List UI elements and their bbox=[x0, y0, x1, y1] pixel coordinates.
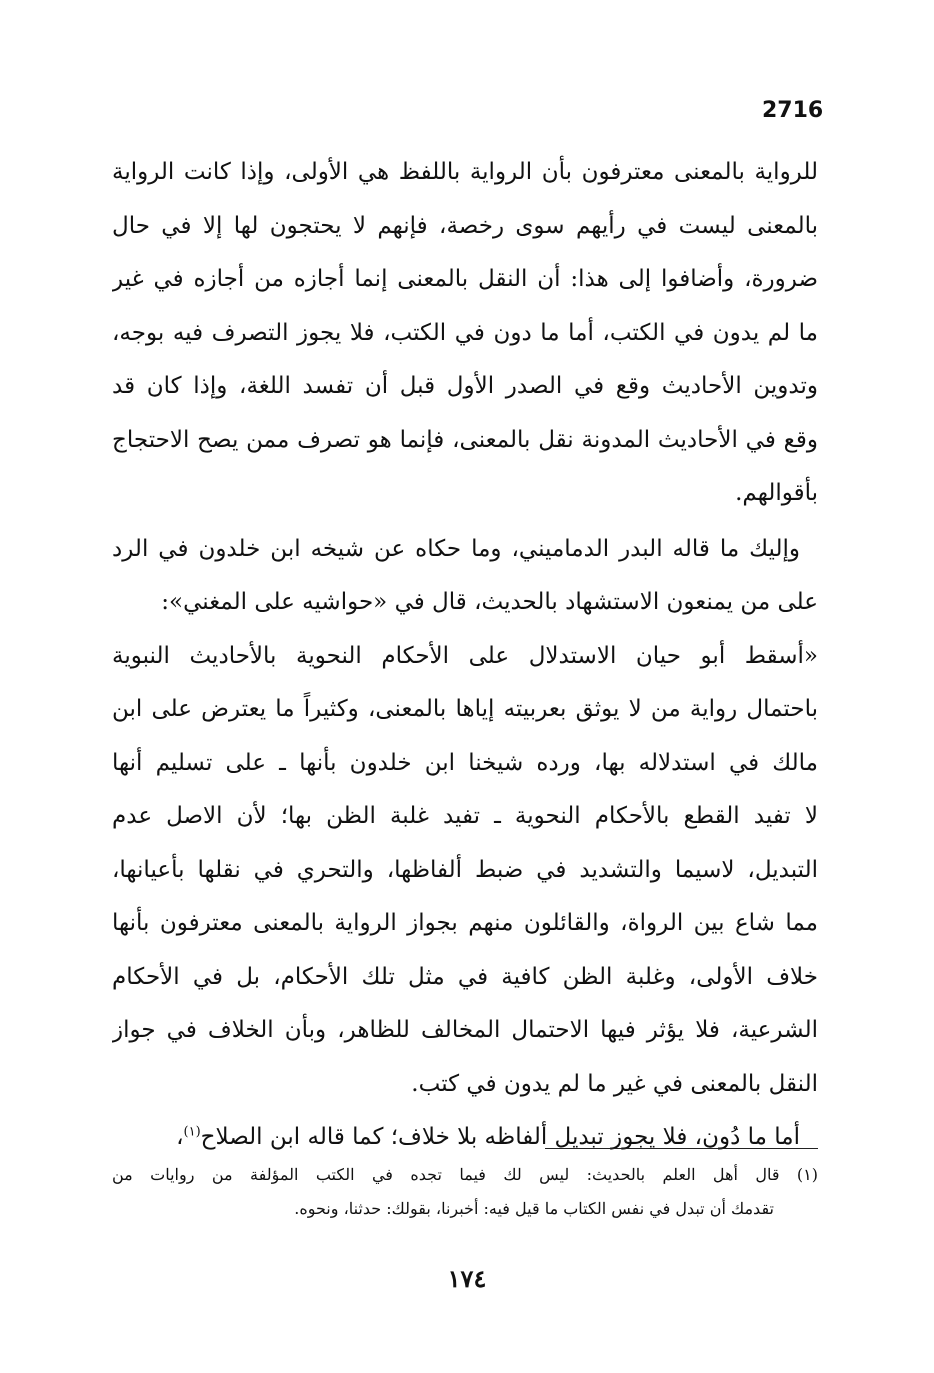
text-line: التبديل، لاسيما والتشديد في ضبط ألفاظها، والتحري في نقلها بأعيانها، bbox=[112, 856, 818, 883]
footnote bbox=[112, 1158, 818, 1226]
text-line: «أسقط أبو حيان الاستدلال على الأحكام النحوية بالأحاديث النبوية bbox=[112, 642, 818, 669]
text-line: الشرعية، فلا يؤثر فيها الاحتمال المخالف للظاهر، وبأن الخلاف في جواز bbox=[112, 1017, 818, 1043]
footnote-line: تقدمك أن تبدل في نفس الكتاب ما قيل فيه: أخبرنا، بقولك: حدثنا، ونحوه. bbox=[294, 1199, 774, 1218]
text-line: للرواية بالمعنى معترفون بأن الرواية باللفظ هي الأولى، وإذا كانت الرواية bbox=[112, 159, 818, 185]
footnote-ref: (١) bbox=[183, 1124, 201, 1140]
text-line: على من يمنعون الاستشهاد بالحديث، قال في «حواشيه على المغني»: bbox=[161, 589, 818, 615]
page-number-top: 2716 bbox=[762, 98, 824, 123]
paragraph-3-quote bbox=[112, 630, 818, 1112]
text-line: ما لم يدون في الكتب، أما ما دون في الكتب، فلا يجوز التصرف فيه بوجه، bbox=[112, 319, 818, 346]
text-line bbox=[112, 1111, 818, 1165]
paragraph-2 bbox=[112, 523, 818, 630]
text-segment: ، bbox=[176, 1124, 184, 1150]
text-line: مالك في استدلاله بها، ورده شيخنا ابن خلدون بأنها ـ على تسليم أنها bbox=[112, 749, 818, 776]
text-line: النقل بالمعنى في غير ما لم يدون في كتب. bbox=[411, 1070, 818, 1097]
paragraph-4 bbox=[112, 1111, 818, 1165]
body-text bbox=[112, 146, 818, 1165]
paragraph-1 bbox=[112, 146, 818, 521]
text-line: بالمعنى ليست في رأيهم سوى رخصة، فإنهم لا يحتجون لها إلا في حال bbox=[112, 212, 818, 239]
text-line: وإليك ما قاله البدر الدماميني، وما حكاه عن شيخه ابن خلدون في الرد bbox=[112, 535, 800, 562]
text-line: وقع في الأحاديث المدونة نقل بالمعنى، فإنما هو تصرف ممن يصح الاحتجاج bbox=[112, 426, 818, 453]
footnote-divider bbox=[545, 1148, 818, 1149]
footnote-line: (١) قال أهل العلم بالحديث: ليس لك فيما تجده في الكتب المؤلفة من روايات من bbox=[112, 1165, 818, 1184]
text-segment: أما ما دُون، فلا يجوز تبديل ألفاظه بلا خلاف؛ كما قاله ابن الصلاح bbox=[200, 1124, 800, 1150]
text-line: وتدوين الأحاديث وقع في الصدر الأول قبل أن تفسد اللغة، وإذا كان قد bbox=[112, 373, 818, 399]
text-line: باحتمال رواية من لا يوثق بعربيته إياها بالمعنى، وكثيراً ما يعترض على ابن bbox=[112, 696, 818, 722]
page-number-bottom: ١٧٤ bbox=[447, 1264, 487, 1293]
text-line: خلاف الأولى، وغلبة الظن كافية في مثل تلك الأحكام، بل في الأحكام bbox=[112, 963, 818, 990]
text-line: مما شاع بين الرواة، والقائلون منهم بجواز الرواية بالمعنى معترفون بأنها bbox=[112, 910, 818, 936]
text-line: لا تفيد القطع بالأحكام النحوية ـ تفيد غلبة الظن بها؛ لأن الاصل عدم bbox=[112, 803, 818, 829]
text-line: بأقوالهم. bbox=[735, 480, 818, 506]
text-line: ضرورة، وأضافوا إلى هذا: أن النقل بالمعنى إنما أجازه من أجازه في غير bbox=[112, 266, 818, 292]
